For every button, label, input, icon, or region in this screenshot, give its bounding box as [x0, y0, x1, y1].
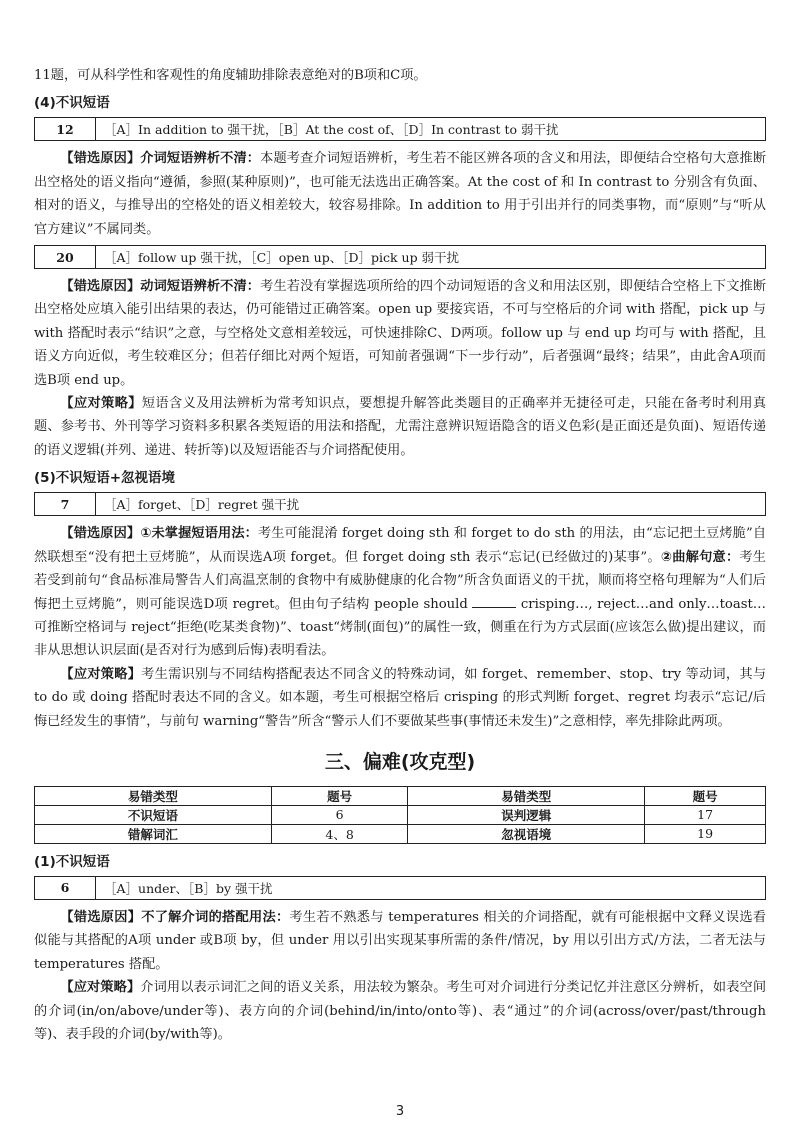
table-cell: 错解词汇	[35, 824, 272, 843]
table-cell: 6	[271, 805, 408, 824]
part-title: 三、偏难(攻克型)	[324, 750, 476, 773]
table-cell: 4、8	[271, 824, 408, 843]
reason-point-label: ②曲解句意：	[660, 549, 740, 565]
table-header: 题号	[645, 786, 766, 805]
table-header: 易错类型	[408, 786, 645, 805]
strategy-text: 考生需识别与不同结构搭配表达不同含义的特殊动词，如 forget、remember、stop、try 等动词，其与 to do 或 doing 搭配时表达不同的含义。如本题，考生可根据空格后 crisping 的形式判断 forget、regret 均表示“忘记/后悔已经发生的事情”，与前句 warning“警告”所含“警示人们不要做某些事(事情还未发生)”之意相悖，率先排除此两项。	[34, 666, 767, 729]
reason-paragraph	[34, 275, 766, 392]
question-options: ［A］follow up 强干扰，［C］open up、［D］pick up 弱干扰	[104, 250, 460, 266]
strategy-text: 短语含义及用法辨析为常考知识点，要想提升解答此类题目的正确率并无捷径可走，只能在备考时利用真题、参考书、外刊等学习资料多积累各类短语的用法和搭配，尤需注意辨识短语隐含的语义色彩(是正面还是负面)、短语传递的语义逻辑(并列、递进、转折等)以及短语能否与介词搭配使用。	[34, 396, 767, 458]
question-box	[34, 117, 766, 141]
page-number: 3	[395, 1104, 405, 1119]
reason-text: 考生若不熟悉与 temperatures 相关的介词搭配，就有可能根据中文释义误选看似能与其搭配的A项 under 或B项 by，但 under 用以引出实现某事所需的条件/情况，by 用以引出方式/方法，二者无法与 temperatures 搭配。	[34, 909, 766, 972]
strategy-paragraph	[34, 976, 766, 1046]
page-content	[34, 64, 766, 1046]
intro-paragraph: 11题，可从科学性和客观性的角度辅助排除表意绝对的B项和C项。	[34, 68, 427, 83]
reason-label: 【错选原因】	[60, 526, 141, 542]
question-number: 7	[35, 493, 96, 515]
question-options: ［A］forget、［D］regret 强干扰	[104, 497, 300, 513]
strategy-label: 【应对策略】	[60, 396, 142, 412]
table-header: 易错类型	[35, 786, 272, 805]
reason-paragraph	[34, 147, 766, 241]
reason-paragraph	[34, 906, 766, 976]
reason-paragraph	[34, 522, 766, 662]
question-number: 20	[35, 246, 96, 268]
strategy-paragraph	[34, 392, 766, 462]
strategy-label: 【应对策略】	[60, 666, 142, 682]
section-heading: (1)不识短语	[34, 853, 110, 870]
strategy-paragraph	[34, 663, 766, 733]
table-cell: 忽视语境	[408, 824, 645, 843]
question-box	[34, 245, 766, 269]
table-cell: 不识短语	[35, 805, 272, 824]
table-row	[35, 824, 766, 843]
table-cell: 17	[645, 805, 766, 824]
question-box	[34, 876, 766, 900]
table-row	[35, 805, 766, 824]
table-header: 题号	[271, 786, 408, 805]
table-cell: 19	[645, 824, 766, 843]
question-options: ［A］In addition to 强干扰，［B］At the cost of、［D］In contrast to 弱干扰	[104, 122, 559, 138]
reason-text: 考生若没有掌握选项所给的四个动词短语的含义和用法区别，即便结合空格上下文推断出空格处应填入能引出结果的表达，仍可能错过正确答案。open up 要接宾语，不可与空格后的介词 with 搭配，pick up 与 with 搭配时表示“结识”之意，与空格处文意相差较远，可快速排除C、D两项。follow up 与 end up 均可与 with 搭配，且语义方向近似，考生较难区分；但若仔细比对两个短语，可知前者强调“下一步行动”，后者强调“最终；结果”，由此舍A项而选B项 end up。	[34, 279, 767, 388]
question-number: 6	[35, 877, 96, 899]
reason-label: 【错选原因】动词短语辨析不清：	[60, 279, 261, 295]
reason-label: 【错选原因】不了解介词的搭配用法：	[60, 909, 290, 925]
strategy-label: 【应对策略】	[60, 980, 141, 996]
reason-point-label: ①未掌握短语用法：	[140, 526, 258, 542]
reason-text: 本题考查介词短语辨析，考生若不能区辨各项的含义和用法，即便结合空格句大意推断出空格处的语义指向“遵循，参照(某种原则)”，也可能无法选出正确答案。At the cost of 和 In contrast to 分别含有负面、相对的语义，与推导出的空格处的语义相差较大，较容易排除。In addition to 用于引出并行的同类事物，而“原则”与“听从官方建议”不属同类。	[34, 151, 767, 237]
question-box	[34, 492, 766, 516]
table-header-row	[35, 786, 766, 805]
question-number: 12	[35, 118, 96, 140]
reason-text: 考生可能混淆 forget doing sth 和 forget to do sth 的用法，由“忘记把土豆烤脆”自然联想至“没有把土豆烤脆”，从而误选A项 forget。但 forget doing sth 表示“忘记(已经做过的)某事”。	[34, 526, 767, 565]
section-heading: (4)不识短语	[34, 95, 110, 112]
section-heading: (5)不识短语+忽视语境	[34, 470, 176, 487]
error-type-table	[34, 786, 766, 844]
reason-label: 【错选原因】介词短语辨析不清：	[60, 151, 261, 167]
table-cell: 误判逻辑	[408, 805, 645, 824]
reason-text: 考生若受到前句“食品标准局警告人们高温烹制的食物中有威胁健康的化合物”所含负面语义的干扰，顺而将空格句理解为“人们后悔把土豆烤脆”，则可能误选D项 regret。但由句子结构 people should	[34, 549, 766, 612]
reason-text: crisping…, reject…and only…toast…可推断空格词与 reject“拒绝(吃某类食物)”、toast“烤制(面包)”的属性一致，侧重在行为方式层面(应该怎么做)提出建议，而非从思想认识层面(是否对行为感到后悔)表明看法。	[34, 596, 766, 659]
answer-blank	[472, 595, 516, 608]
question-options: ［A］under、［B］by 强干扰	[104, 880, 273, 896]
strategy-text: 介词用以表示词汇之间的语义关系，用法较为繁杂。考生可对介词进行分类记忆并注意区分辨析，如表空间的介词(in/on/above/under等)、表方向的介词(behind/in/into/onto等)、表“通过”的介词(across/over/past/through等)、表手段的介词(by/with等)。	[34, 980, 767, 1042]
